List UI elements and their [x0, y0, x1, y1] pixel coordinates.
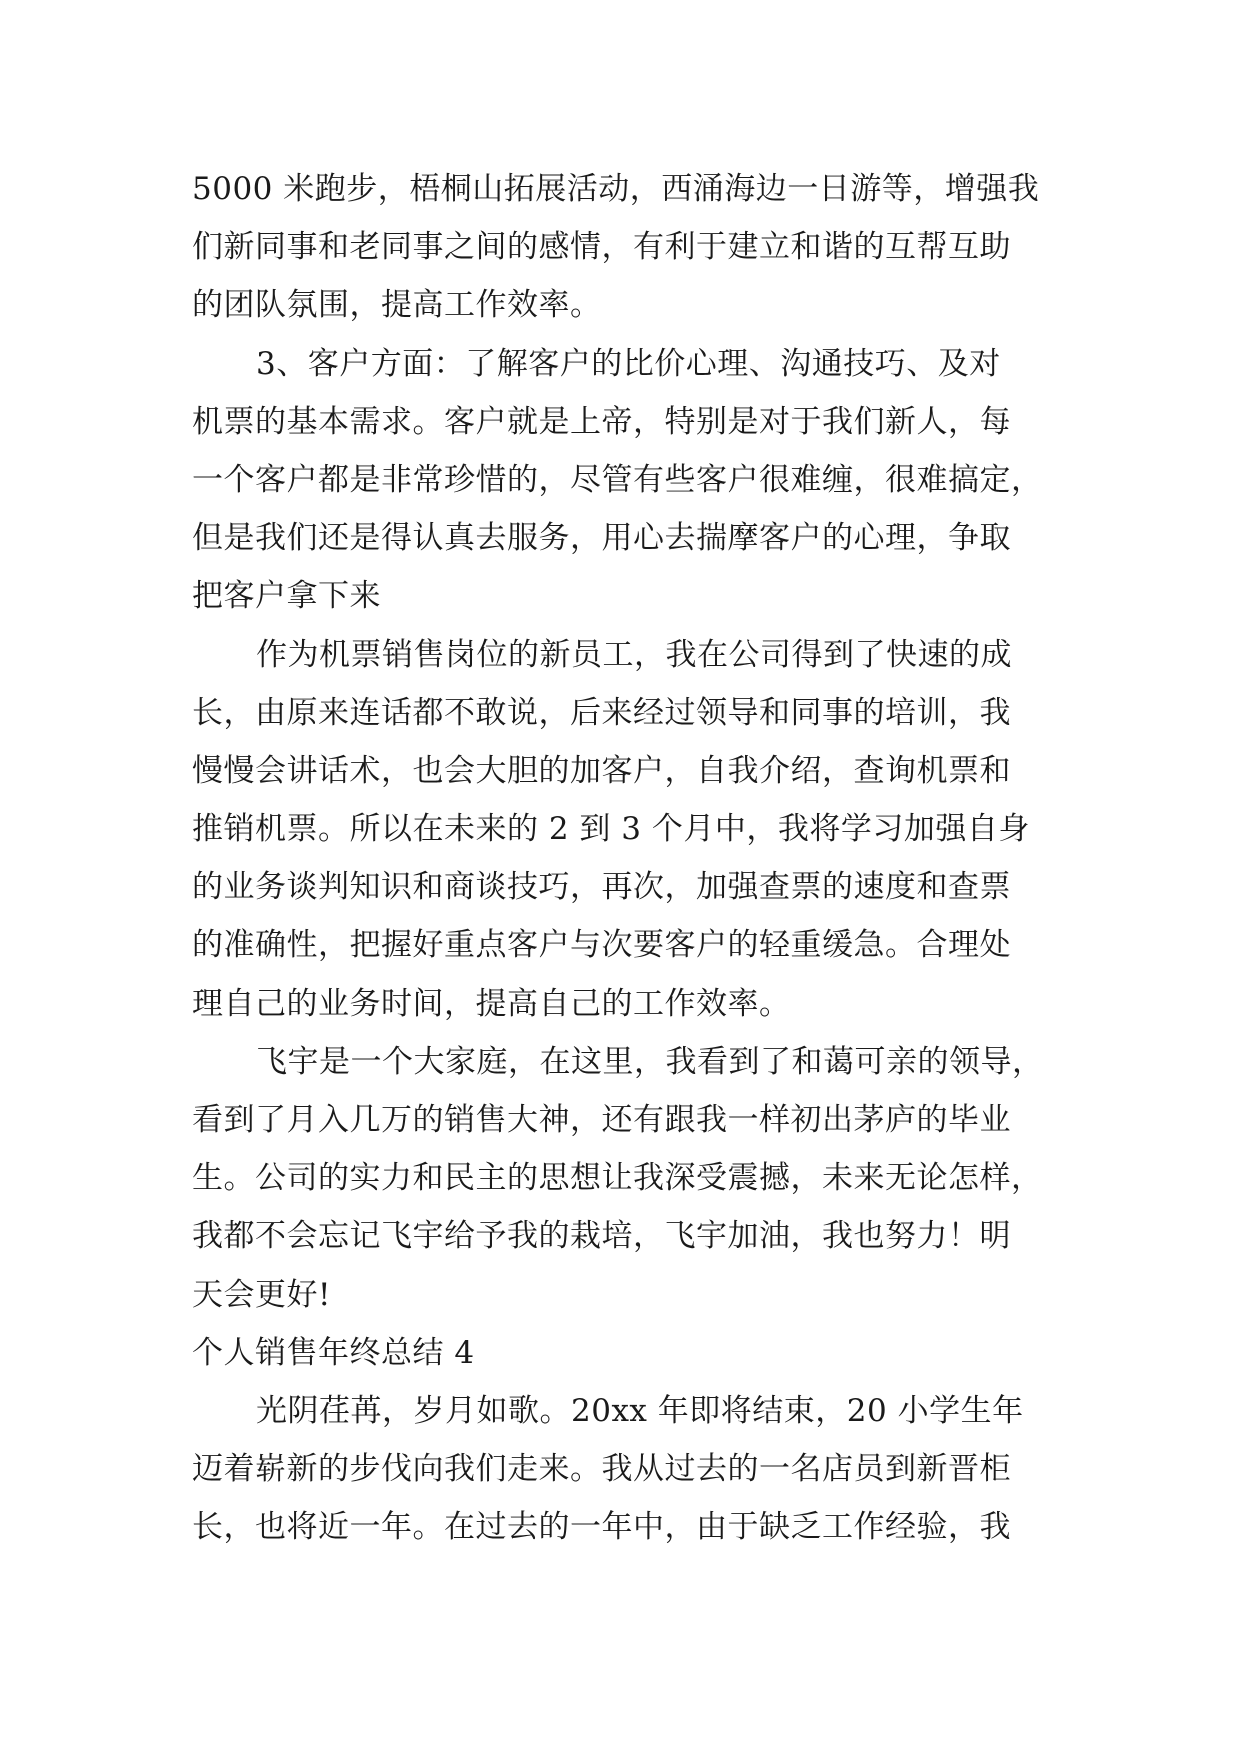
text-line: 的团队氛围，提高工作效率。 — [192, 287, 602, 324]
text-line: 看到了月入几万的销售大神，还有跟我一样初出茅庐的毕业 — [192, 1102, 1011, 1138]
text-line: 慢慢会讲话术，也会大胆的加客户，自我介绍，查询机票和 — [192, 752, 1011, 789]
text-line: 的准确性，把握好重点客户与次要客户的轻重缓急。合理处 — [192, 927, 1011, 964]
text-line: 机票的基本需求。客户就是上帝，特别是对于我们新人，每 — [192, 403, 1011, 440]
text-line: 光阴荏苒，岁月如歌。20xx 年即将结束，20 小学生年 — [256, 1392, 1024, 1429]
text-line: 长，也将近一年。在过去的一年中，由于缺乏工作经验，我 — [192, 1509, 1011, 1546]
text-line: 一个客户都是非常珍惜的，尽管有些客户很难缠，很难搞定， — [192, 461, 1043, 498]
text-line: 把客户拿下来 — [192, 578, 381, 615]
text-line: 理自己的业务时间，提高自己的工作效率。 — [192, 985, 791, 1022]
text-line: 们新同事和老同事之间的感情，有利于建立和谐的互帮互助 — [192, 229, 1011, 266]
section-heading: 个人销售年终总结 4 — [192, 1334, 475, 1371]
text-line: 长，由原来连话都不敢说，后来经过领导和同事的培训，我 — [192, 694, 1011, 731]
text-line: 5000 米跑步，梧桐山拓展活动，西涌海边一日游等，增强我 — [192, 171, 1040, 207]
text-line: 推销机票。所以在未来的 2 到 3 个月中，我将学习加强自身 — [192, 811, 1030, 848]
text-line: 飞宇是一个大家庭，在这里，我看到了和蔼可亲的领导， — [256, 1043, 1044, 1080]
text-line: 我都不会忘记飞宇给予我的栽培，飞宇加油，我也努力！明 — [192, 1218, 1011, 1255]
text-line: 迈着崭新的步伐向我们走来。我从过去的一名店员到新晋柜 — [192, 1451, 1011, 1488]
text-line: 作为机票销售岗位的新员工，我在公司得到了快速的成 — [256, 636, 1012, 673]
text-line: 但是我们还是得认真去服务，用心去揣摩客户的心理，争取 — [192, 520, 1011, 557]
text-line: 的业务谈判知识和商谈技巧，再次，加强查票的速度和查票 — [192, 869, 1011, 906]
text-line: 天会更好! — [192, 1276, 331, 1313]
text-line: 3、客户方面：了解客户的比价心理、沟通技巧、及对 — [256, 345, 1001, 382]
text-line: 生。公司的实力和民主的思想让我深受震撼，未来无论怎样， — [192, 1160, 1043, 1197]
document-body — [192, 160, 1054, 1557]
